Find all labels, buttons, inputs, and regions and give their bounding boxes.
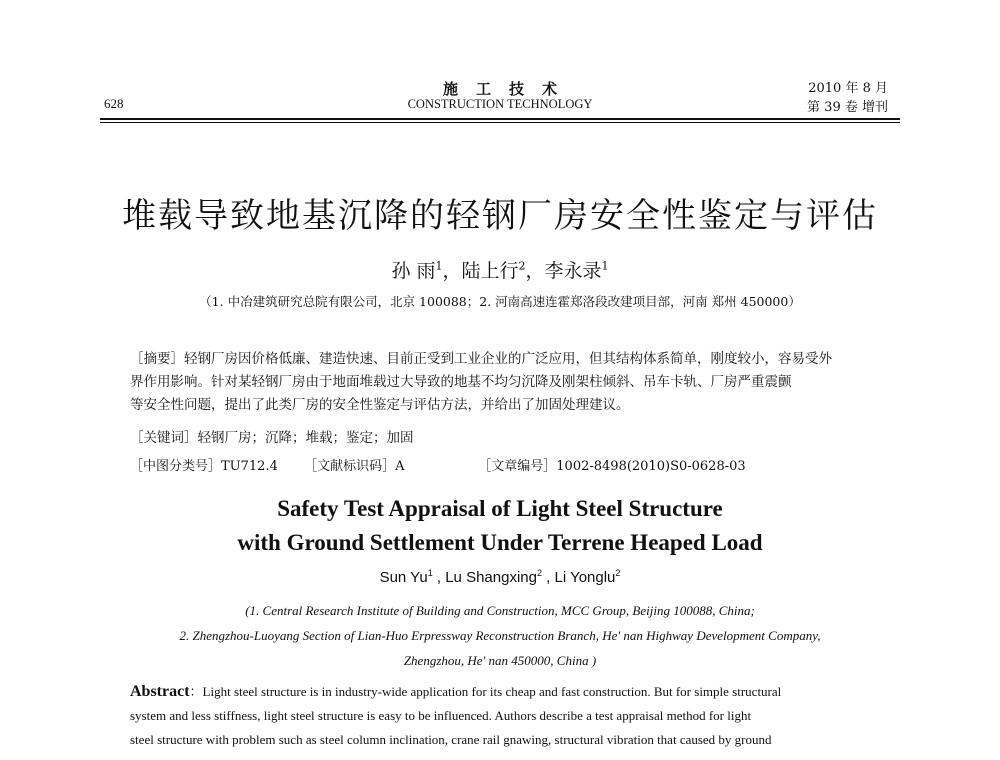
- abstract-cn-line: 界作用影响。针对某轻钢厂房由于地面堆载过大导致的地基不均匀沉降及刚架柱倾斜、吊车卡轨、厂房严重震颤: [130, 374, 792, 390]
- abstract-en: [130, 680, 878, 752]
- paper-title-en: [0, 492, 1000, 560]
- authors-cn: [0, 256, 1000, 283]
- author-cn-3-sup: 1: [601, 259, 609, 273]
- abstract-en-line: system and less stiffness, light steel structure is easy to be influenced. Authors describe a test appraisal method for light: [130, 708, 752, 723]
- author-cn-3: 李永录: [544, 260, 602, 282]
- author-separator: ，: [525, 260, 545, 282]
- author-cn-1: 孙 雨: [391, 260, 436, 282]
- author-en-3: Li Yonglu: [554, 569, 616, 586]
- document-code: ［文献标识码］A: [304, 459, 405, 474]
- page-number: 628: [104, 96, 124, 111]
- affiliation-en-line: 2. Zhengzhou-Luoyang Section of Lian-Huo Erpressway Reconstruction Branch, He' nan Highway Development Company,: [179, 628, 821, 643]
- abstract-en-line: steel structure with problem such as steel column inclination, crane rail gnawing, structural vibration that caused by ground: [130, 732, 772, 747]
- author-en-1-sup: 1: [427, 568, 433, 578]
- affiliation-en-line: Zhengzhou, He' nan 450000, China ): [403, 653, 597, 668]
- author-en-3-sup: 2: [615, 568, 621, 578]
- author-cn-1-sup: 1: [435, 259, 443, 273]
- classification-row: [130, 455, 746, 474]
- abstract-en-label: Abstract: [130, 683, 190, 700]
- journal-name-cn: 施工技术: [442, 80, 575, 98]
- affiliation-en: [0, 598, 1000, 673]
- abstract-cn: [130, 348, 885, 417]
- paper-title-en-line: Safety Test Appraisal of Light Steel Structure: [277, 496, 723, 521]
- abstract-cn-line: ［摘要］轻钢厂房因价格低廉、建造快速、目前正受到工业企业的广泛应用，但其结构体系简单，刚度较小，容易受外: [130, 351, 832, 367]
- issue-date: 2010 年 8 月: [808, 81, 888, 96]
- affiliation-cn: （1. 中冶建筑研究总院有限公司，北京 100088；2. 河南高速连霍郑洛段改建项目部，河南 郑州 450000）: [199, 294, 801, 309]
- issue-volume: 第 39 卷 增刊: [807, 100, 888, 115]
- author-cn-2: 陆上行: [461, 260, 519, 282]
- header-rule-thick: [100, 118, 900, 120]
- keywords-cn: ［关键词］轻钢厂房；沉降；堆载；鉴定；加固: [130, 430, 414, 446]
- clc-number: ［中图分类号］TU712.4: [130, 459, 278, 474]
- abstract-en-line: ：Light steel structure is in industry-wide application for its cheap and fast construction. But for simple structural: [189, 684, 782, 699]
- author-cn-2-sup: 2: [518, 259, 526, 273]
- journal-name-en: CONSTRUCTION TECHNOLOGY: [407, 97, 593, 111]
- author-en-1: Sun Yu: [379, 569, 428, 586]
- abstract-cn-line: 等安全性问题，提出了此类厂房的安全性鉴定与评估方法，并给出了加固处理建议。: [130, 397, 630, 413]
- article-number: ［文章编号］1002-8498(2010)S0-0628-03: [478, 459, 746, 474]
- paper-title-en-line: with Ground Settlement Under Terrene Heaped Load: [237, 530, 763, 555]
- author-en-2: Lu Shangxing: [445, 569, 537, 586]
- author-separator: ，: [442, 260, 462, 282]
- author-en-2-sup: 2: [536, 568, 542, 578]
- authors-en: Sun Yu$^1$ , Lu Shangxing$^2$ , Li Yonglu$^2$: [379, 568, 621, 586]
- header-rule-thin: [100, 122, 900, 123]
- affiliation-en-line: (1. Central Research Institute of Building and Construction, MCC Group, Beijing 100088, China;: [245, 603, 755, 618]
- paper-title-cn: 堆载导致地基沉降的轻钢厂房安全性鉴定与评估: [122, 196, 878, 236]
